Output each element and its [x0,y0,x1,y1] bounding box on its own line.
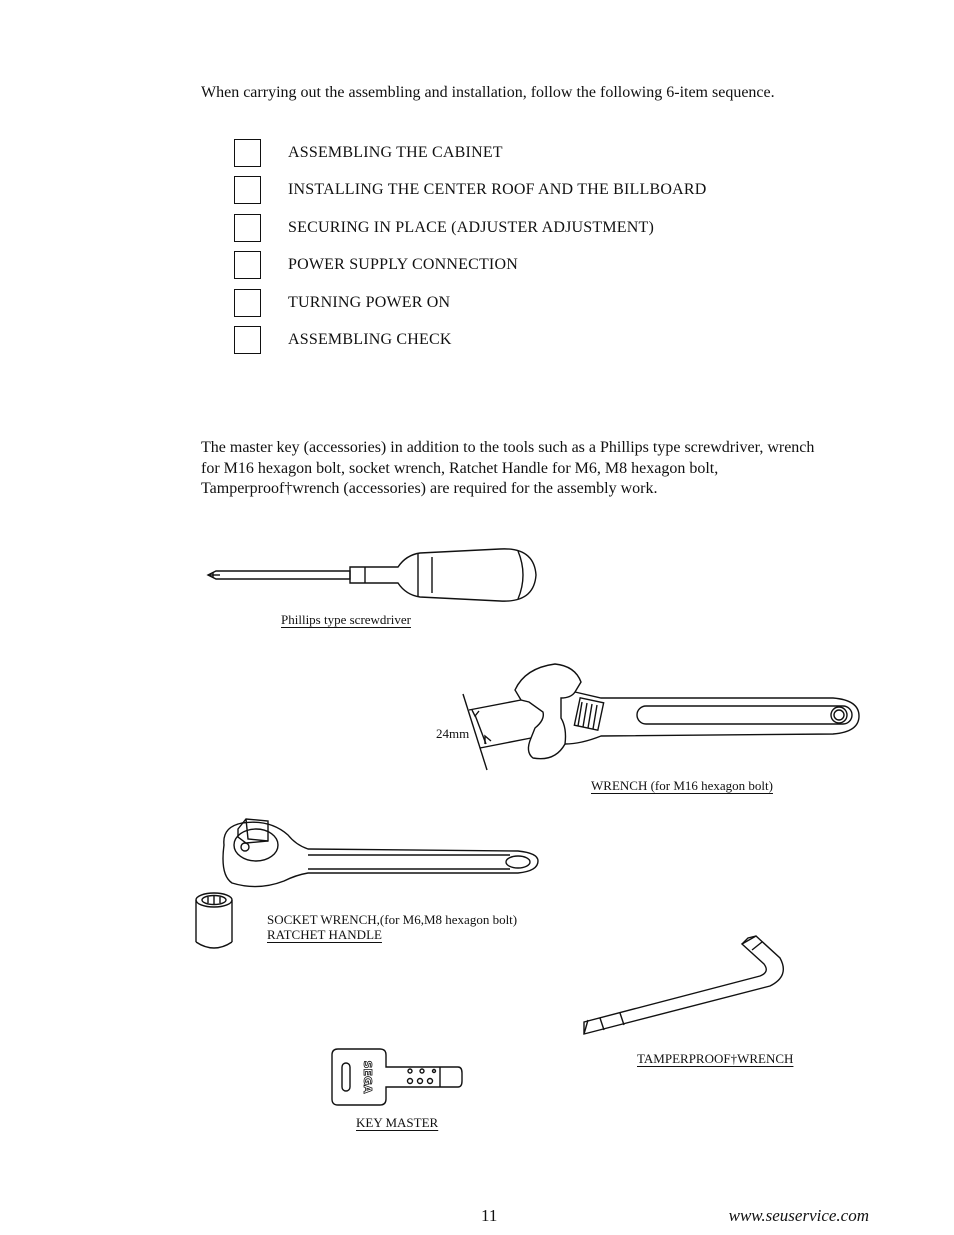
checkbox[interactable] [234,176,261,204]
checklist-item-label: POWER SUPPLY CONNECTION [288,256,518,274]
screwdriver-caption: Phillips type screwdriver [281,612,411,627]
checklist-item [234,172,706,210]
tools-paragraph-line: for M16 hexagon bolt, socket wrench, Ratchet Handle for M6, M8 hexagon bolt, [201,459,719,477]
checkbox[interactable] [234,289,261,317]
checklist-item-label: SECURING IN PLACE (ADJUSTER ADJUSTMENT) [288,218,655,236]
checkbox[interactable] [234,214,261,242]
checklist-item [234,209,706,247]
assembly-checklist [234,134,706,359]
sega-logo: SEGA [361,1060,374,1094]
ratchet-handle-illustration [218,815,543,890]
checkbox[interactable] [234,251,261,279]
key-master-illustration [330,1045,465,1109]
checklist-item-label: TURNING POWER ON [288,293,451,311]
website-link[interactable]: www.seuservice.com [728,1206,869,1225]
socket-wrench-caption: SOCKET WRENCH,(for M6,M8 hexagon bolt) [267,912,518,927]
checklist-item-label: INSTALLING THE CENTER ROOF AND THE BILLBOARD [288,181,707,199]
checkbox[interactable] [234,326,261,354]
tools-paragraph [201,438,881,500]
ratchet-handle-caption: RATCHET HANDLE [267,927,382,942]
wrench-dimension-label: 24mm [436,726,470,741]
socket-illustration [192,890,237,952]
intro-text: When carrying out the assembling and installation, follow the following 6-item sequence. [201,84,775,101]
checkbox[interactable] [234,139,261,167]
checklist-item-label: ASSEMBLING CHECK [288,331,452,349]
tools-paragraph-line: The master key (accessories) in addition to the tools such as a Phillips type screwdriver, wrench [201,439,815,456]
screwdriver-illustration [200,545,545,610]
tamperproof-wrench-caption: TAMPERPROOF†WRENCH [637,1051,794,1066]
key-master-caption: KEY MASTER [356,1115,439,1130]
tools-paragraph-line: Tamperproof†wrench (accessories) are required for the assembly work. [201,480,658,497]
tamperproof-wrench-illustration [580,930,795,1052]
wrench-illustration [455,660,865,780]
checklist-item-label: ASSEMBLING THE CABINET [288,143,503,161]
checklist-item [234,134,706,172]
wrench-caption: WRENCH (for M16 hexagon bolt) [591,778,773,793]
checklist-item [234,322,706,360]
page-number: 11 [481,1206,498,1225]
checklist-item [234,284,706,322]
checklist-item [234,247,706,285]
